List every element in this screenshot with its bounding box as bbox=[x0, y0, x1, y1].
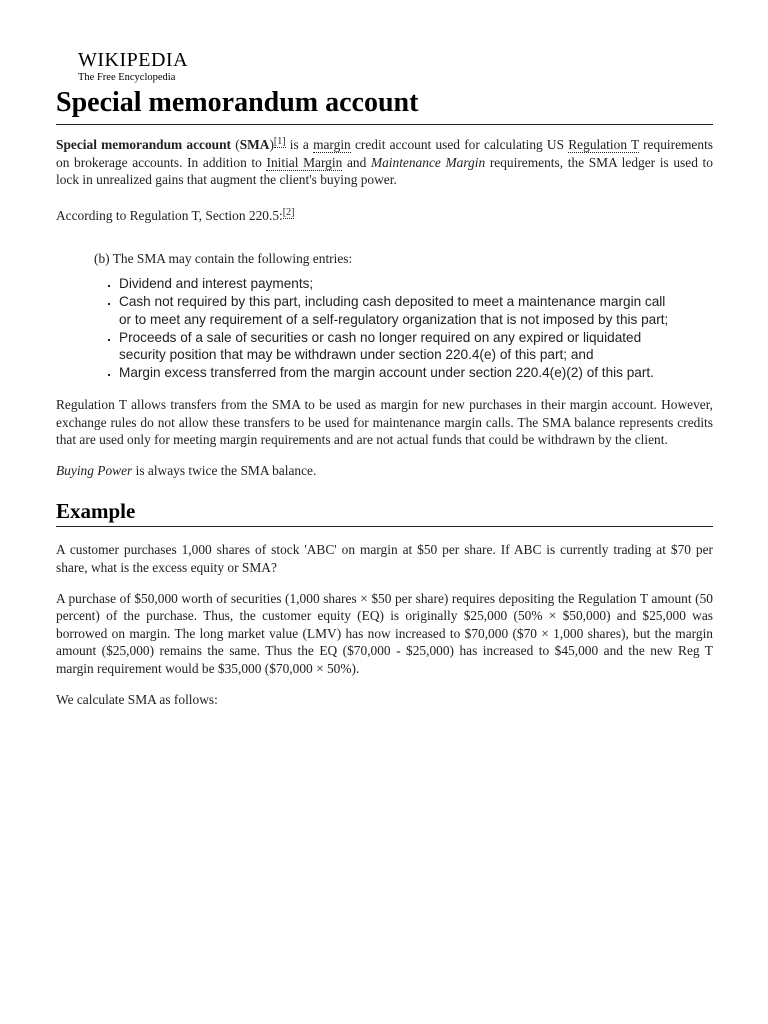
reference-link-2[interactable]: [2] bbox=[282, 206, 295, 218]
intro-text: is a bbox=[285, 137, 314, 152]
intro-text: ( bbox=[231, 137, 240, 152]
buying-power-text: is always twice the SMA balance. bbox=[132, 462, 317, 478]
intro-bold-term: Special memorandum account bbox=[56, 137, 232, 152]
according-text: According to Regulation T, Section 220.5: bbox=[56, 207, 283, 223]
intro-text: ) bbox=[269, 137, 274, 152]
link-initial-margin[interactable]: Initial Margin bbox=[266, 154, 343, 170]
link-regulation-t[interactable]: Regulation T bbox=[568, 137, 639, 152]
example-paragraph-1: A customer purchases 1,000 shares of stock 'ABC' on margin at $50 per share. If ABC is currently trading at $70 per share, what is the excess equity or SMA? bbox=[56, 542, 713, 575]
intro-abbrev: SMA bbox=[239, 137, 270, 152]
wikipedia-logo[interactable] bbox=[78, 50, 188, 84]
maintenance-margin-term: Maintenance Margin bbox=[370, 154, 486, 170]
list-item: ▪ Cash not required by this part, including cash deposited to meet a maintenance margin call or to meet any requirement of a self-regulatory organization that is not imposed by this part; bbox=[119, 293, 679, 328]
article-body bbox=[56, 136, 713, 708]
list-item: ▪ Margin excess transferred from the margin account under section 220.4(e)(2) of this part. bbox=[119, 364, 679, 382]
buying-power-term: Buying Power bbox=[56, 462, 133, 478]
section-heading-example: Example bbox=[56, 499, 713, 527]
list-item: ▪ Dividend and interest payments; bbox=[119, 275, 679, 293]
intro-text: and bbox=[342, 154, 371, 170]
example-paragraph-2: A purchase of $50,000 worth of securities (1,000 shares × $50 per share) requires depositing the Regulation T amount (50 percent) of the purchase. Thus, the customer equity (EQ) is originally $25,000 (50% × $50,000) and $25,000 was borrowed on margin. The long market value (LMV) has now increased to $70,000 ($70 × 1,000 shares), but the margin amount ($25,000) remains the same. Thus the EQ ($70,000 - $25,000) has increased to $45,000 and the new Reg T margin requirement would be $35,000 ($70,000 × 50%). bbox=[56, 590, 713, 676]
regulation-paragraph: Regulation T allows transfers from the SMA to be used as margin for new purchases in their margin account. However, exchange rules do not allow these transfers to be used for maintenance margin calls. The SMA balance represents credits that are used only for meeting margin requirements and are not actual funds that could be withdrawn by the client. bbox=[56, 397, 713, 448]
logo-wordmark: WIKIPEDIA bbox=[78, 49, 189, 71]
list-item: ▪ Proceeds of a sale of securities or cash no longer required on any expired or liquidated security position that may be withdrawn under section 220.4(e) of this part; and bbox=[119, 329, 679, 364]
link-margin[interactable]: margin bbox=[313, 137, 351, 152]
logo-tagline: The Free Encyclopedia bbox=[78, 72, 176, 83]
example-paragraph-3: We calculate SMA as follows: bbox=[56, 691, 218, 707]
reference-link-1[interactable]: [1] bbox=[273, 136, 286, 147]
intro-paragraph bbox=[56, 136, 713, 189]
intro-text: requirements on brokerage accounts. In addition to bbox=[56, 137, 714, 170]
intro-text: requirements, the SMA ledger is used to lock in unrealized gains that augment the client's buying power. bbox=[56, 154, 713, 188]
page-title: Special memorandum account bbox=[56, 86, 713, 125]
according-paragraph bbox=[56, 207, 713, 225]
buying-power-paragraph bbox=[56, 462, 713, 480]
quote-intro: (b) The SMA may contain the following entries: bbox=[94, 251, 353, 267]
intro-text: credit account used for calculating US bbox=[350, 137, 569, 152]
entries-list bbox=[100, 275, 679, 382]
